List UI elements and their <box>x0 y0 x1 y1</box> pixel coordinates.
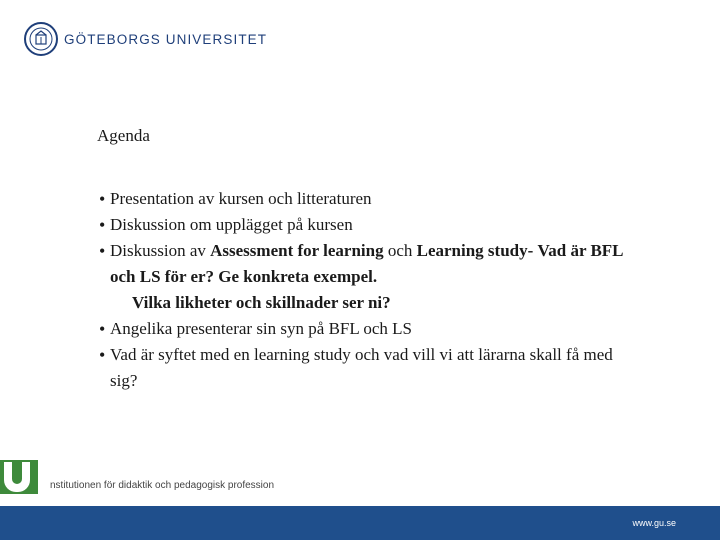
institution-name: nstitutionen för didaktik och pedagogisk profession <box>50 480 275 491</box>
footer-url: www.gu.se <box>632 518 676 528</box>
agenda-question: Vad är BFL och LS för er? Ge konkreta exempel. <box>110 241 623 286</box>
institution-logo-icon <box>0 460 38 494</box>
agenda-question: Vilka likheter och skillnader ser ni? <box>132 293 391 312</box>
agenda-item: • Angelika presenterar sin syn på BFL och LS <box>100 316 640 342</box>
footer-bar <box>0 506 720 540</box>
agenda-item: • Vad är syftet med en learning study och vad vill vi att lärarna skall få med sig? <box>100 342 640 394</box>
university-name: GÖTEBORGS UNIVERSITET <box>64 31 268 47</box>
header <box>24 22 267 56</box>
agenda-item: • Presentation av kursen och litteraturen <box>100 186 640 212</box>
agenda-item-discussion <box>100 238 640 316</box>
university-seal-icon <box>24 22 58 56</box>
agenda-item: • Diskussion om upplägget på kursen <box>100 212 640 238</box>
agenda-list <box>100 186 640 394</box>
agenda-text: och <box>383 241 417 260</box>
agenda-bold-term: Learning study- <box>416 241 534 260</box>
slide-title: Agenda <box>97 126 150 145</box>
agenda-text: Diskussion av <box>110 241 211 260</box>
agenda-bold-term: Assessment for learning <box>210 241 384 260</box>
